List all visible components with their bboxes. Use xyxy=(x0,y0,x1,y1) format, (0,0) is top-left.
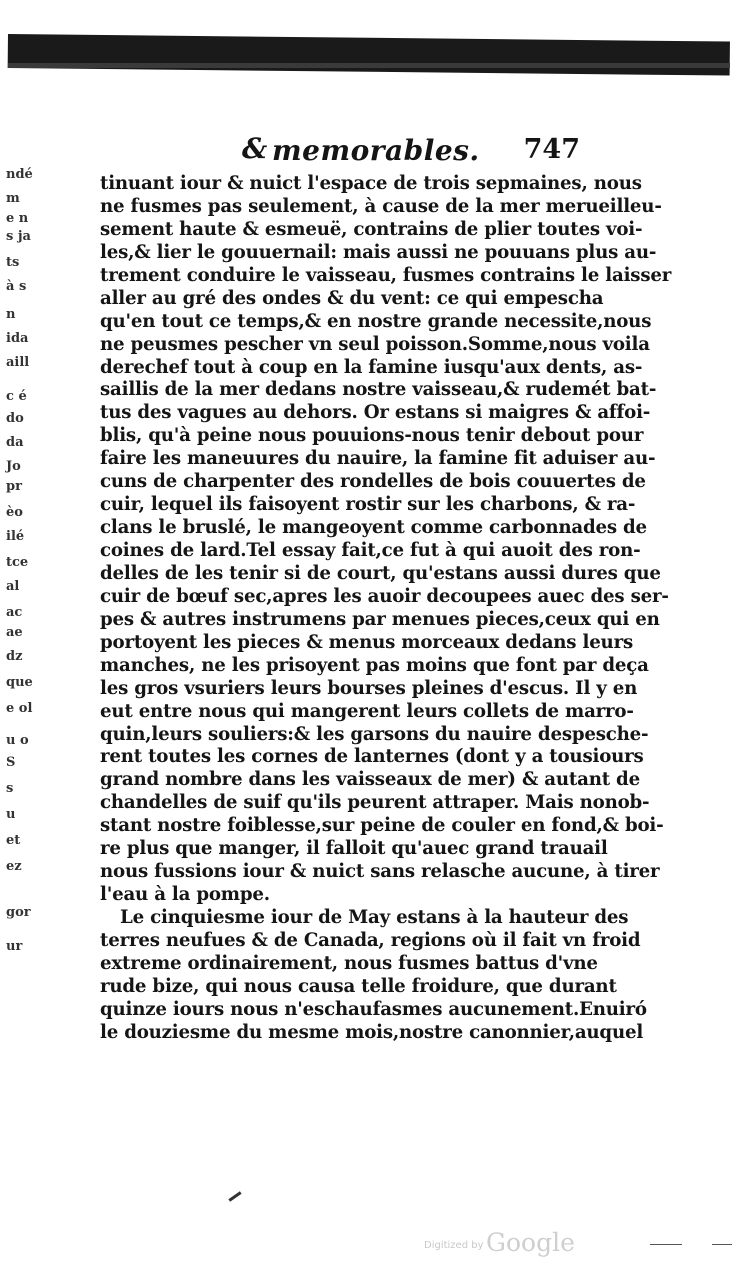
margin-fragment: s xyxy=(6,781,14,796)
text-line: saillis de la mer dedans nostre vaisseau,& rudemét bat- xyxy=(100,379,657,401)
text-line: l'eau à la pompe. xyxy=(100,884,270,906)
text-line: re plus que manger, il falloit qu'auec grand trauail xyxy=(100,838,608,860)
margin-fragment: u xyxy=(6,807,16,822)
text-line: rent toutes les cornes de lanternes (dont y a tousiours xyxy=(100,746,644,768)
margin-fragment: ndé xyxy=(6,167,33,182)
text-line: sement haute & esmeuë, contrains de plier toutes voi- xyxy=(100,218,643,240)
margin-fragment: da xyxy=(6,435,24,450)
margin-fragment: S xyxy=(6,755,16,770)
text-line: grand nombre dans les vaisseaux de mer) & autant de xyxy=(100,769,640,791)
text-line: portoyent les pieces & menus morceaux dedans leurs xyxy=(100,631,634,653)
margin-fragment: ez xyxy=(6,859,22,874)
text-line: clans le bruslé, le mangeoyent comme carbonnades de xyxy=(100,517,647,539)
margin-fragment: e ol xyxy=(6,701,33,716)
margin-fragment: èo xyxy=(6,505,23,520)
text-line: blis, qu'à peine nous pouuions-nous tenir debout pour xyxy=(100,425,644,447)
text-line: trement conduire le vaisseau, fusmes contrains le laisser xyxy=(100,264,672,286)
margin-fragment: dz xyxy=(6,649,23,664)
text-line: qu'en tout ce temps,& en nostre grande necessite,nous xyxy=(100,310,652,332)
margin-fragment: et xyxy=(6,833,21,848)
margin-fragment: s ja xyxy=(6,229,31,244)
text-line: chandelles de suif qu'ils peurent attraper. Mais nonob- xyxy=(100,792,650,814)
margin-fragment: n xyxy=(6,307,16,322)
text-line: extreme ordinairement, nous fusmes battus d'vne xyxy=(100,952,598,974)
scan-border-bar xyxy=(8,34,730,76)
body-text xyxy=(100,173,672,1045)
margin-fragment: aill xyxy=(6,355,30,370)
margin-fragment: ac xyxy=(6,605,23,620)
text-line: le douziesme du mesme mois,nostre canonnier,auquel xyxy=(100,1021,644,1043)
text-line: tus des vagues au dehors. Or estans si maigres & affoi- xyxy=(100,402,651,424)
text-line: aller au gré des ondes & du vent: ce qui empescha xyxy=(100,287,604,309)
text-line: manches, ne les prisoyent pas moins que font par deça xyxy=(100,654,649,676)
margin-fragment: ida xyxy=(6,331,29,346)
page-number: 747 xyxy=(523,134,580,165)
scan-edge-dash xyxy=(712,1244,732,1245)
text-line: pes & autres instrumens par menues pieces,ceux qui en xyxy=(100,608,660,630)
margin-fragment: tce xyxy=(6,555,29,570)
margin-fragment: m xyxy=(6,191,20,206)
text-line: eut entre nous qui mangerent leurs collets de marro- xyxy=(100,700,634,722)
text-line: faire les maneuures du nauire, la famine fit aduiser au- xyxy=(100,448,656,470)
text-line: delles de les tenir si de court, qu'estans aussi dures que xyxy=(100,562,661,584)
text-line: ne fusmes pas seulement, à cause de la mer merueilleu- xyxy=(100,195,662,217)
text-line: quin,leurs souliers:& les garsons du nauire despesche- xyxy=(100,723,649,745)
ampersand-mark: & xyxy=(242,132,268,165)
digitized-by-label: Digitized by xyxy=(424,1240,484,1251)
text-line: nous fussions iour & nuict sans relasche aucune, à tirer xyxy=(100,861,660,883)
text-line: ne peusmes pescher vn seul poisson.Somme,nous voila xyxy=(100,333,650,355)
margin-fragment: gor xyxy=(6,905,31,920)
text-line: coines de lard.Tel essay fait,ce fut à qui auoit des ron- xyxy=(100,540,641,561)
margin-fragment: pr xyxy=(6,479,22,494)
ink-speck xyxy=(228,1191,241,1201)
margin-fragment: do xyxy=(6,411,24,426)
text-line: derechef tout à coup en la famine iusqu'aux dents, as- xyxy=(100,356,643,378)
margin-fragment: al xyxy=(6,579,20,594)
scan-border-streak xyxy=(8,63,730,68)
margin-fragment: que xyxy=(6,675,33,690)
margin-fragment: ur xyxy=(6,939,23,954)
text-line: terres neufues & de Canada, regions où il fait vn froid xyxy=(100,929,641,951)
margin-fragment: à s xyxy=(6,279,27,294)
page-header xyxy=(240,132,580,172)
text-line: les gros vsuriers leurs bourses pleines d'escus. Il y en xyxy=(100,677,638,699)
text-line: les,& lier le gouuernail: mais aussi ne pouuans plus au- xyxy=(100,241,657,263)
running-title: memorables. xyxy=(272,134,480,167)
text-line: cuns de charpenter des rondelles de bois couuertes de xyxy=(100,471,646,493)
margin-fragment: ts xyxy=(6,255,20,270)
text-line: rude bize, qui nous causa telle froidure, que durant xyxy=(100,975,617,997)
text-line: cuir de bœuf sec,apres les auoir decoupees auec des ser- xyxy=(100,585,669,607)
margin-fragment: u o xyxy=(6,733,29,748)
margin-fragment: ilé xyxy=(6,529,25,544)
scan-edge-dash xyxy=(650,1244,682,1245)
text-line: stant nostre foiblesse,sur peine de couler en fond,& boi- xyxy=(100,815,664,837)
margin-fragment: ae xyxy=(6,625,23,640)
margin-fragment: c é xyxy=(6,389,27,404)
google-logo: Google xyxy=(486,1228,575,1257)
margin-fragment: Jo xyxy=(6,459,21,474)
text-line: quinze iours nous n'eschaufasmes aucunement.Enuiró xyxy=(100,998,647,1020)
text-line: Le cinquiesme iour de May estans à la hauteur des xyxy=(120,907,629,928)
margin-fragment: e n xyxy=(6,211,29,226)
text-line: tinuant iour & nuict l'espace de trois sepmaines, nous xyxy=(100,173,642,194)
text-line: cuir, lequel ils faisoyent rostir sur les charbons, & ra- xyxy=(100,494,636,516)
